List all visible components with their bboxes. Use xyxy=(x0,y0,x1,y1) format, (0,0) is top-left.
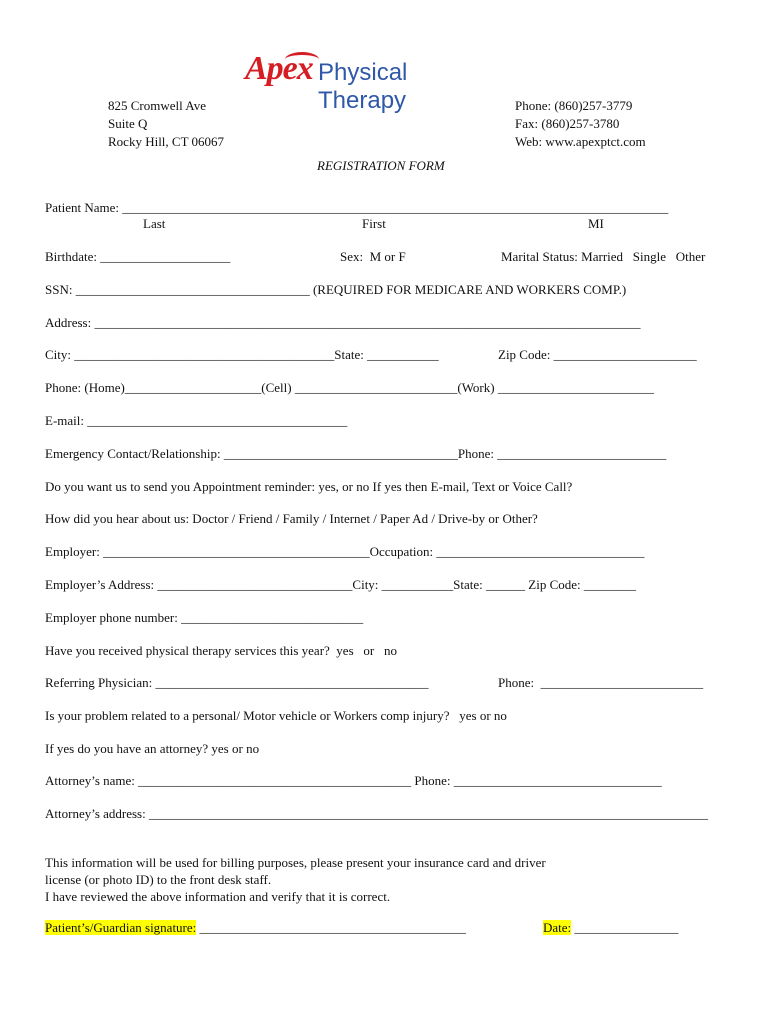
signature-label: Patient’s/Guardian signature: xyxy=(45,920,197,935)
zip-code-field[interactable]: Zip Code: ______________________ xyxy=(498,347,697,362)
contact-fax: Fax: (860)257-3780 xyxy=(515,116,620,131)
logo-apex-text: Apex xyxy=(245,50,313,87)
address-field[interactable]: Address: ____________________________________________________________________________________ xyxy=(45,315,641,330)
attorney-address-field[interactable]: Attorney’s address: ______________________________________________________________________________________ xyxy=(45,806,708,821)
name-last-label: Last xyxy=(143,216,166,231)
signature-row[interactable] xyxy=(45,920,466,936)
referring-physician-field[interactable]: Referring Physician: __________________________________________ xyxy=(45,675,429,690)
city-state-field[interactable]: City: ________________________________________State: ___________ xyxy=(45,347,439,362)
logo-brand-name: Physical Therapy xyxy=(318,59,408,114)
appointment-reminder-question[interactable]: Do you want us to send you Appointment reminder: yes, or no If yes then E-mail, Text or Voice Call? xyxy=(45,479,573,494)
name-first-label: First xyxy=(362,216,386,231)
notice-line-2: license (or photo ID) to the front desk staff. xyxy=(45,872,272,887)
ssn-field[interactable]: SSN: ____________________________________ (REQUIRED FOR MEDICARE AND WORKERS COMP.) xyxy=(45,282,627,297)
attorney-question[interactable]: If yes do you have an attorney? yes or no xyxy=(45,741,260,756)
address-line-2: Suite Q xyxy=(108,116,148,131)
form-title: REGISTRATION FORM xyxy=(317,158,445,173)
sex-field[interactable]: Sex: M or F xyxy=(340,249,406,264)
employer-phone-field[interactable]: Employer phone number: ____________________________ xyxy=(45,610,364,625)
injury-question[interactable]: Is your problem related to a personal/ Motor vehicle or Workers comp injury? yes or no xyxy=(45,708,507,723)
notice-line-1: This information will be used for billing purposes, please present your insurance card and driver xyxy=(45,855,546,870)
date-label: Date: xyxy=(543,920,572,935)
logo-swoosh-icon xyxy=(285,52,319,67)
contact-web: Web: www.apexptct.com xyxy=(515,134,646,149)
employer-address-field[interactable]: Employer’s Address: ______________________________City: ___________State: ______ Zip Code: ________ xyxy=(45,577,636,592)
marital-status-field[interactable]: Marital Status: Married Single Other xyxy=(501,249,706,264)
referral-source-question[interactable]: How did you hear about us: Doctor / Friend / Family / Internet / Paper Ad / Drive-by or Other? xyxy=(45,511,538,526)
contact-phone: Phone: (860)257-3779 xyxy=(515,98,633,113)
emergency-contact-field[interactable]: Emergency Contact/Relationship: ____________________________________Phone: __________________________ xyxy=(45,446,667,461)
referring-phone-field[interactable]: Phone: _________________________ xyxy=(498,675,704,690)
employer-field[interactable]: Employer: _________________________________________Occupation: ________________________________ xyxy=(45,544,645,559)
phone-field[interactable]: Phone: (Home)_____________________(Cell) _________________________(Work) ________________________ xyxy=(45,380,654,395)
signature-line[interactable]: _________________________________________ xyxy=(196,920,467,935)
date-line[interactable]: ________________ xyxy=(571,920,679,935)
date-row[interactable] xyxy=(543,920,678,936)
address-line-1: 825 Cromwell Ave xyxy=(108,98,206,113)
attorney-name-field[interactable]: Attorney’s name: __________________________________________ Phone: ________________________________ xyxy=(45,773,662,788)
email-field[interactable]: E-mail: ________________________________________ xyxy=(45,413,348,428)
pt-services-question[interactable]: Have you received physical therapy services this year? yes or no xyxy=(45,643,397,658)
name-mi-label: MI xyxy=(588,216,604,231)
address-line-3: Rocky Hill, CT 06067 xyxy=(108,134,225,149)
birthdate-field[interactable]: Birthdate: ____________________ xyxy=(45,249,231,264)
patient-name-field[interactable]: Patient Name: ____________________________________________________________________________________ xyxy=(45,200,669,215)
notice-line-3: I have reviewed the above information and verify that it is correct. xyxy=(45,889,391,904)
